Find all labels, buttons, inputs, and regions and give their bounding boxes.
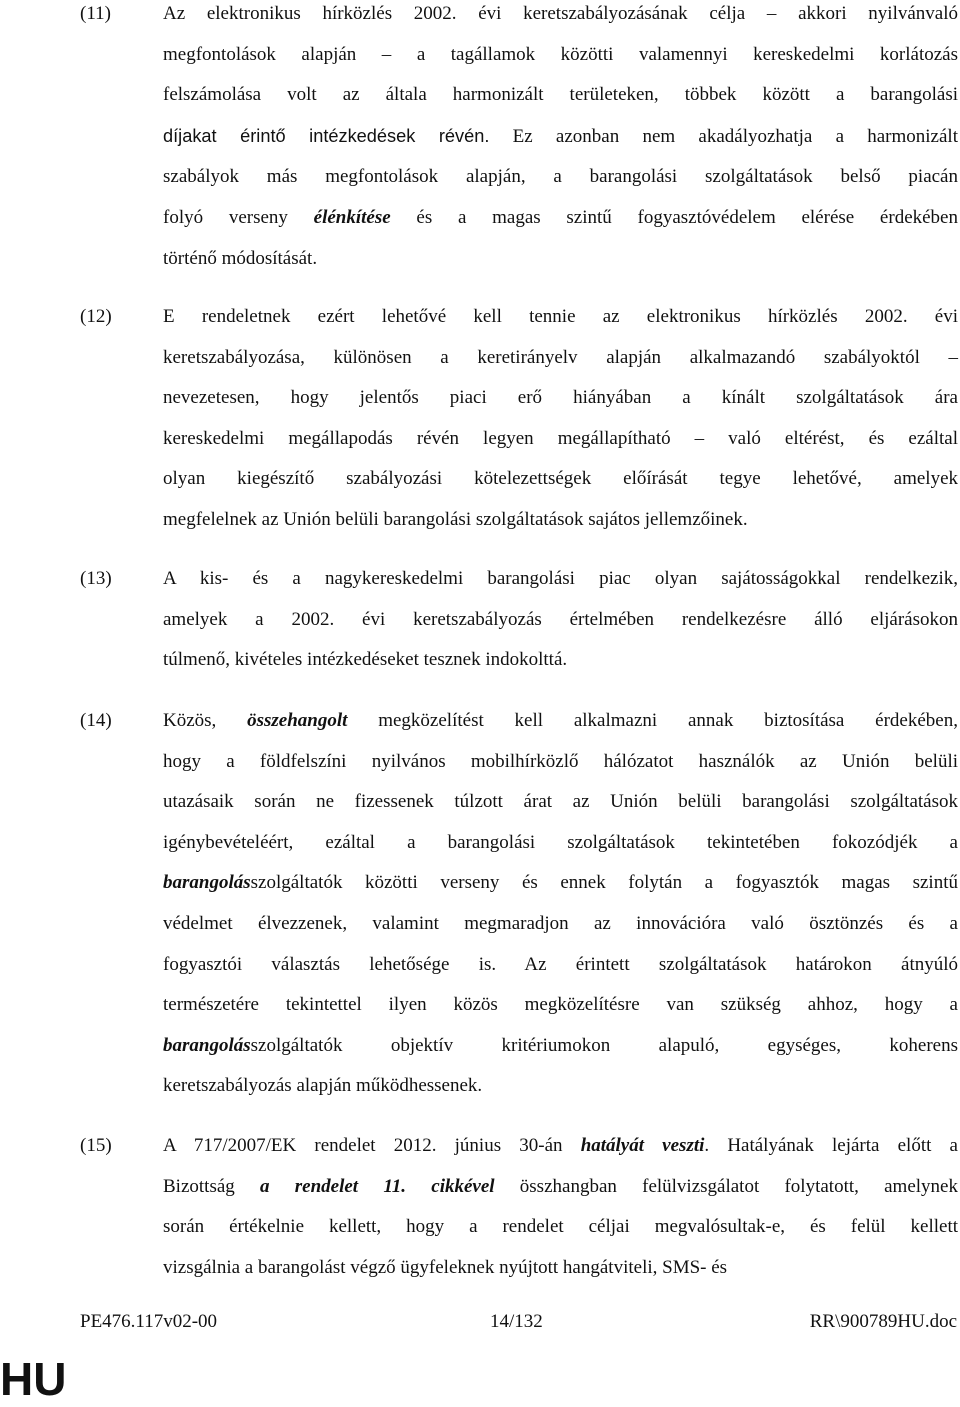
text-line: barangolásszolgáltatók objektív kritériumokon alapuló, egységes, koherens — [163, 1034, 958, 1056]
text-line: olyan kiegészítő szabályozási kötelezettségek előírását tegye lehetővé, amelyek — [163, 468, 958, 490]
paragraph-body — [163, 1126, 958, 1288]
paragraph-body — [163, 701, 958, 1107]
text-line: utazásaik során ne fizessenek túlzott árat az Unión belüli barangolási szolgáltatások — [163, 791, 958, 813]
paragraph-body — [163, 297, 958, 541]
text-line: Az elektronikus hírközlés 2002. évi keretszabályozásának célja – akkori nyilvánvaló — [163, 3, 958, 24]
text-line: túlmenő, kivételes intézkedéseket tesznek indokolttá. — [163, 649, 568, 671]
text-line: folyó verseny élénkítése és a magas szintű fogyasztóvédelem elérése érdekében — [163, 206, 958, 228]
paragraph-number: (15) — [80, 1135, 112, 1156]
text-line: E rendeletnek ezért lehetővé kell tennie az elektronikus hírközlés 2002. évi — [163, 306, 958, 327]
paragraph-number: (14) — [80, 710, 112, 731]
paragraph-body — [163, 0, 958, 279]
paragraph-number: (13) — [80, 568, 112, 589]
text-line: során értékelnie kellett, hogy a rendelet céljai megvalósultak-e, és felül kellett — [163, 1216, 958, 1238]
text-line: védelmet élvezzenek, valamint megmaradjon az innovációra való ösztönzés és a — [163, 912, 958, 934]
text-line: igénybevételéért, ezáltal a barangolási szolgáltatások tekintetében fokozódjék a — [163, 831, 958, 853]
text-line: hogy a földfelszíni nyilvános mobilhírközlő hálózatot használók az Unión belüli — [163, 750, 958, 772]
text-line: keretszabályozása, különösen a keretirányelv alapján alkalmazandó szabályoktól – — [163, 346, 958, 368]
text-line: díjakat érintő intézkedések révén. Ez azonban nem akadályozhatja a harmonizált — [163, 125, 958, 147]
text-line: megfontolások alapján – a tagállamok közötti valamennyi kereskedelmi korlátozás — [163, 43, 958, 65]
text-line: keretszabályozás alapján működhessenek. — [163, 1075, 483, 1097]
footer-document-code: PE476.117v02-00 — [80, 1311, 218, 1332]
language-label: HU — [0, 1353, 67, 1405]
text-line: megfelelnek az Unión belüli barangolási szolgáltatások sajátos jellemzőinek. — [163, 508, 748, 530]
text-line: fogyasztói választás lehetősége is. Az érintett szolgáltatások határokon átnyúló — [163, 953, 958, 975]
text-line: Közös, összehangolt megközelítést kell alkalmazni annak biztosítása érdekében, — [163, 710, 958, 731]
text-line: szabályok más megfontolások alapján, a barangolási szolgáltatások belső piacán — [163, 166, 958, 188]
text-line: nevezetesen, hogy jelentős piaci erő hiányában a kínált szolgáltatások ára — [163, 387, 958, 409]
footer-file-name: RR\900789HU.doc — [809, 1311, 957, 1332]
text-line: barangolásszolgáltatók közötti verseny és ennek folytán a fogyasztók magas szintű — [163, 872, 958, 894]
text-line: kereskedelmi megállapodás révén legyen megállapítható – való eltérést, és ezáltal — [163, 427, 958, 449]
text-line: A kis- és a nagykereskedelmi barangolási piac olyan sajátosságokkal rendelkezik, — [163, 568, 958, 589]
paragraph-number: (11) — [80, 3, 111, 24]
text-line: felszámolása volt az általa harmonizált területeken, többek között a barangolási — [163, 84, 958, 106]
paragraph-number: (12) — [80, 306, 112, 327]
text-line: történő módosítását. — [163, 247, 318, 269]
footer-page-number: 14/132 — [490, 1311, 543, 1332]
text-line: amelyek a 2002. évi keretszabályozás értelmében rendelkezésre álló eljárásokon — [163, 608, 958, 630]
text-line: vizsgálnia a barangolást végző ügyfeleknek nyújtott hangátviteli, SMS- és — [163, 1256, 728, 1278]
text-line: A 717/2007/EK rendelet 2012. június 30-án hatályát veszti. Hatályának lejárta előtt a — [163, 1135, 958, 1156]
text-line: Bizottság a rendelet 11. cikkével összhangban felülvizsgálatot folytatott, amelynek — [163, 1175, 958, 1197]
text-line: természetére tekintettel ilyen közös megközelítésre van szükség ahhoz, hogy a — [163, 994, 958, 1016]
paragraph-body — [163, 559, 958, 681]
